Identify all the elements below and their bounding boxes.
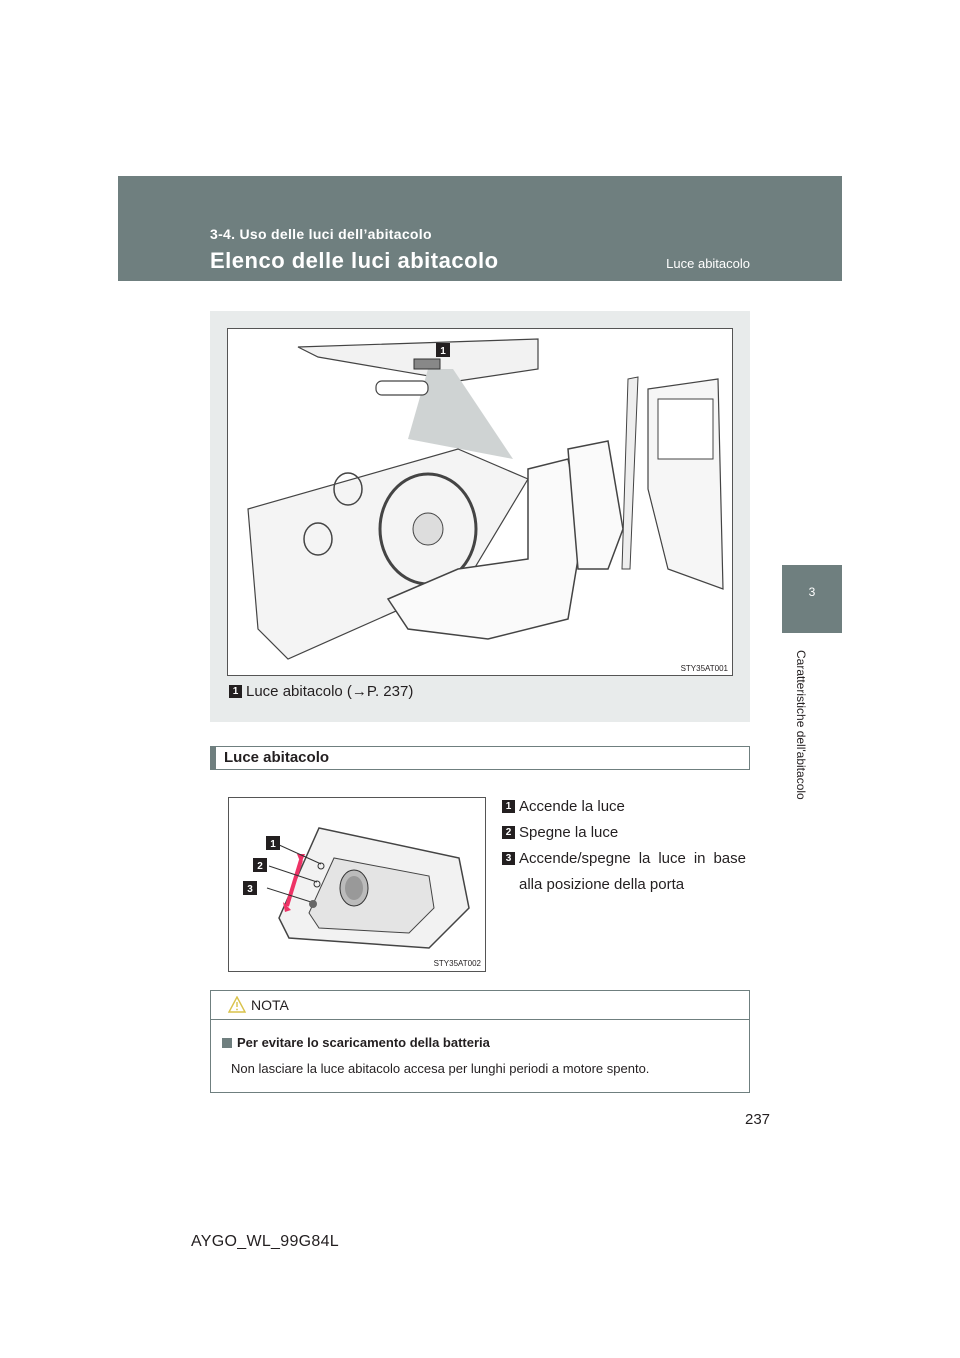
note-title-text: Per evitare lo scaricamento della batteria [237,1035,490,1050]
step-number-badge: 3 [502,852,515,865]
caption-text: Luce abitacolo (→P. 237) [246,683,414,700]
section-heading: Luce abitacolo [210,746,750,770]
note-label: NOTA [251,997,289,1013]
figure1-code: STY35AT001 [680,664,728,673]
steps-list [502,794,746,898]
step-number-badge: 1 [502,800,515,813]
figure2-callout-3: 3 [247,884,253,895]
page-header [118,176,842,281]
chapter-number: 3 [808,585,816,599]
figure-light-switch [228,797,486,972]
chapter-side-label [796,650,816,840]
caption-number-badge: 1 [229,685,242,698]
chapter-label: Caratteristiche dell'abitacolo [794,650,808,800]
warning-icon [228,996,246,1013]
note-header [211,991,749,1020]
figure-caption [229,683,413,700]
car-interior-illustration [228,329,732,675]
figure2-callout-1: 1 [270,839,276,850]
step-text: Accende la luce [519,798,625,815]
section-label: 3-4. Uso delle luci dell’abitacolo [210,226,432,242]
footer-code: AYGO_WL_99G84L [191,1233,339,1250]
figure-cabin [210,311,750,722]
note-title [222,1035,490,1050]
note-body: Non lasciare la luce abitacolo accesa per lunghi periodi a motore spento. [231,1061,650,1076]
step-text: Spegne la luce [519,824,619,841]
chapter-tab [782,565,842,633]
step-item [502,820,746,846]
page-title: Elenco delle luci abitacolo [210,248,499,273]
square-bullet-icon [222,1038,232,1048]
page-number: 237 [745,1111,771,1128]
note-box [210,990,750,1093]
light-switch-illustration [229,798,485,971]
step-item [502,794,746,820]
figure2-callout-2: 2 [257,861,263,872]
figure2-code: STY35AT002 [433,959,481,968]
cabin-illustration [227,328,733,676]
step-number-badge: 2 [502,826,515,839]
step-item [502,846,746,898]
step-text: Accende/spegne la luce in base alla posizione della porta [519,850,746,893]
figure1-callout: 1 [440,346,446,357]
page-subtitle: Luce abitacolo [666,256,750,271]
